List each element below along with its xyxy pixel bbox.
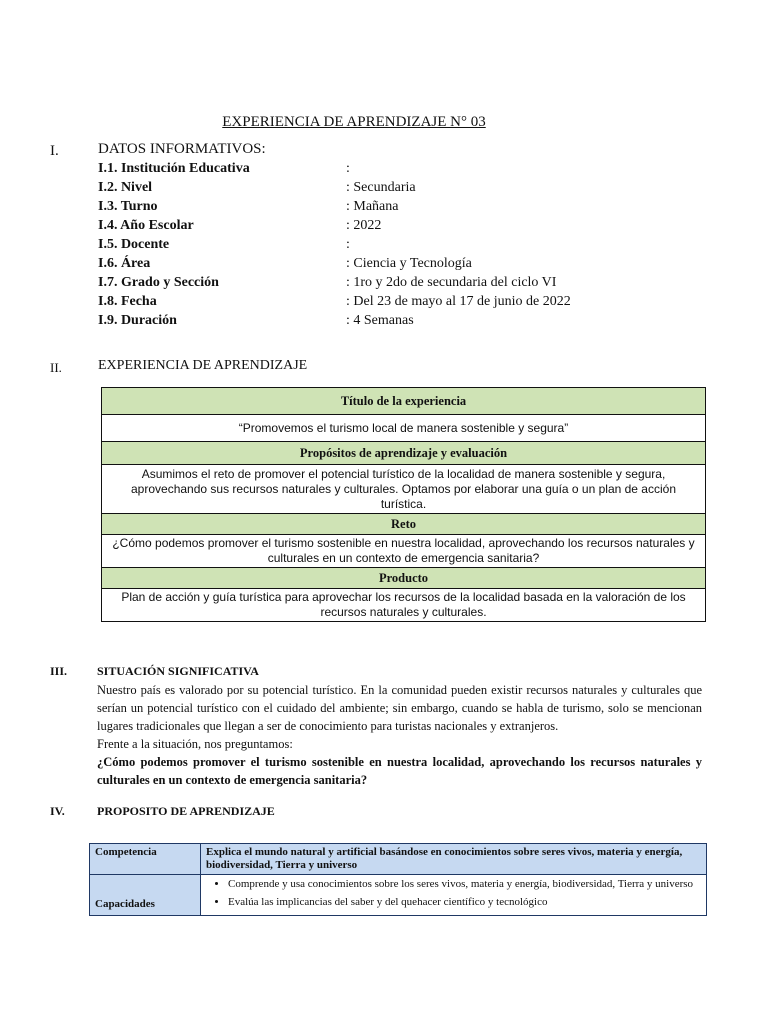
situation-paragraph: Nuestro país es valorado por su potencial turístico. En la comunidad pueden existir recursos naturales y culturales que serían un potencial turístico con el cuidado del ambiente; sin embargo, cuando se habla de turismo, solo se mencionan lugares tradicionales que llegan a ser de conocimiento para turistas nacionales y extranjeros.	[97, 683, 702, 733]
section3-number: III.	[50, 664, 68, 678]
info-row	[98, 294, 658, 313]
info-row	[98, 275, 658, 294]
info-value: : Mañana	[346, 199, 399, 214]
producto-label: Producto	[102, 568, 706, 589]
section4-heading: PROPOSITO DE APRENDIZAJE	[97, 804, 275, 818]
info-label: I.7. Grado y Sección	[98, 275, 219, 290]
info-value: : Ciencia y Tecnología	[346, 256, 472, 271]
situation-question: ¿Cómo podemos promover el turismo sostenible en nuestra localidad, aprovechando los recursos naturales y culturales en un contexto de emergencia sanitaria?	[97, 755, 702, 787]
section1-heading: DATOS INFORMATIVOS:	[98, 141, 266, 157]
list-item: • Evalúa las implicancias del saber y del quehacer científico y tecnológico	[228, 895, 701, 910]
capacidades-label: Capacidades	[90, 875, 201, 916]
competencia-value: Explica el mundo natural y artificial basándose en conocimientos sobre seres vivos, materia y energía, biodiversidad, Tierra y universo	[201, 844, 707, 875]
info-row	[98, 256, 658, 275]
info-value: : Del 23 de mayo al 17 de junio de 2022	[346, 294, 571, 309]
section2-number: II.	[50, 360, 62, 375]
reto-value: ¿Cómo podemos promover el turismo sostenible en nuestra localidad, aprovechando los recursos naturales y culturales en un contexto de emergencia sanitaria?	[102, 535, 706, 568]
info-row	[98, 199, 658, 218]
info-row	[98, 161, 658, 180]
info-label: I.8. Fecha	[98, 294, 157, 309]
info-row	[98, 218, 658, 237]
section1-number: I.	[50, 143, 59, 159]
info-label: I.1. Institución Educativa	[98, 161, 250, 176]
capacidades-list	[206, 877, 701, 910]
info-row	[98, 313, 658, 332]
info-value: :	[346, 161, 350, 176]
list-item: • Comprende y usa conocimientos sobre los seres vivos, materia y energía, biodiversidad, Tierra y universo	[228, 877, 701, 892]
info-value: :	[346, 237, 350, 252]
info-label: I.4. Año Escolar	[98, 218, 194, 233]
competencia-label: Competencia	[90, 844, 201, 875]
reto-label: Reto	[102, 514, 706, 535]
info-label: I.6. Área	[98, 256, 151, 271]
section4-number: IV.	[50, 804, 65, 818]
info-value: : 4 Semanas	[346, 313, 414, 328]
document-title: EXPERIENCIA DE APRENDIZAJE N° 03	[222, 114, 486, 130]
info-label: I.3. Turno	[98, 199, 158, 214]
info-label: I.9. Duración	[98, 313, 177, 328]
propositos-label: Propósitos de aprendizaje y evaluación	[102, 442, 706, 465]
info-label: I.2. Nivel	[98, 180, 153, 195]
titulo-value: “Promovemos el turismo local de manera sostenible y segura”	[102, 415, 706, 442]
info-row	[98, 180, 658, 199]
experience-table	[101, 387, 706, 622]
info-label: I.5. Docente	[98, 237, 170, 252]
producto-value: Plan de acción y guía turística para aprovechar los recursos de la localidad basada en la valoración de los recursos naturales y culturales.	[102, 589, 706, 622]
capacidades-cell	[201, 875, 707, 916]
situation-text	[97, 681, 702, 789]
situation-lead: Frente a la situación, nos preguntamos:	[97, 737, 293, 751]
info-value: : 2022	[346, 218, 382, 233]
purpose-table	[89, 843, 707, 916]
titulo-label: Título de la experiencia	[102, 388, 706, 415]
section2-heading: EXPERIENCIA DE APRENDIZAJE	[98, 358, 308, 373]
section3-heading: SITUACIÓN SIGNIFICATIVA	[97, 664, 259, 678]
info-value: : Secundaria	[346, 180, 416, 195]
info-value: : 1ro y 2do de secundaria del ciclo VI	[346, 275, 557, 290]
info-row	[98, 237, 658, 256]
propositos-value: Asumimos el reto de promover el potencial turístico de la localidad de manera sostenible y segura, aprovechando sus recursos naturales y culturales. Optamos por elaborar una guía o un plan de acción turística.	[102, 465, 706, 514]
